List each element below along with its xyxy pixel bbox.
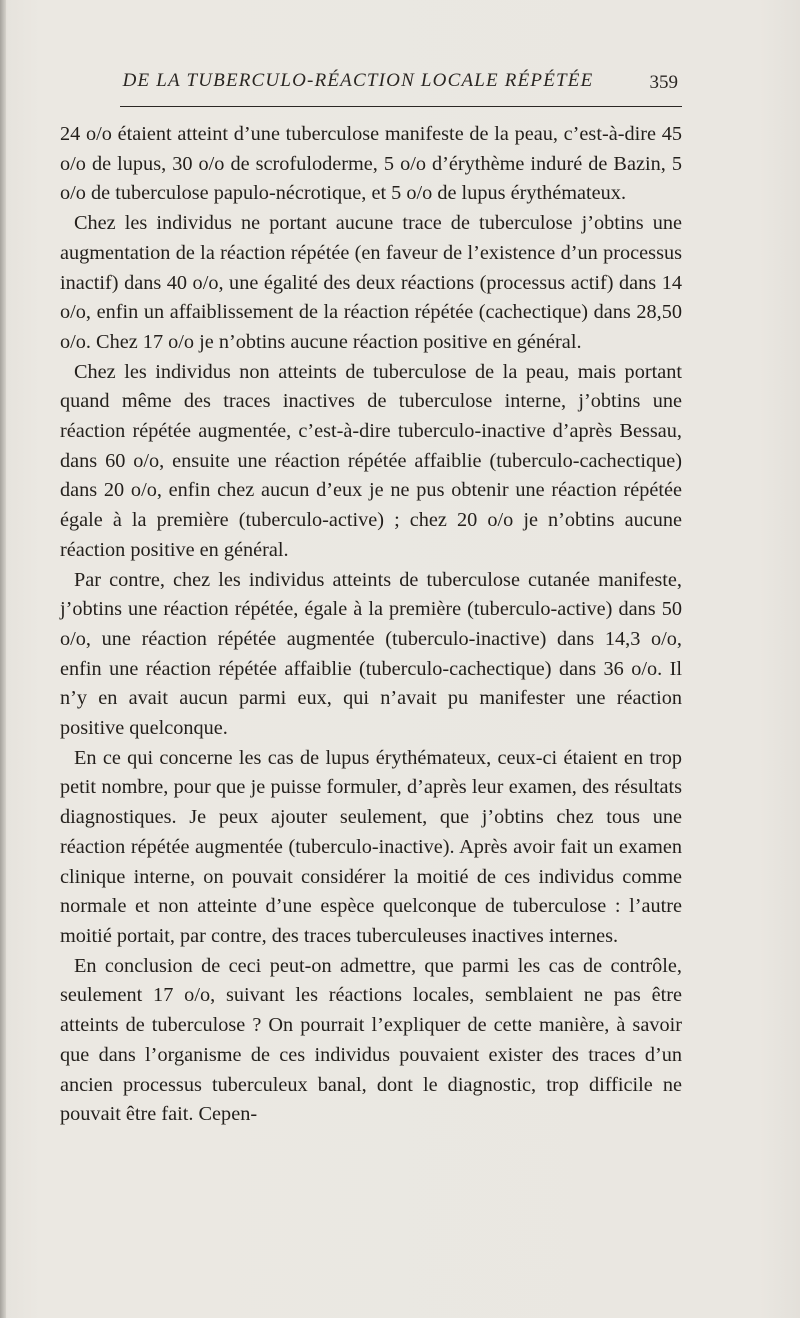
paragraph-2: Chez les individus ne portant aucune trace de tuberculose j’obtins une augmentation de la réaction répétée (en faveur de l’existence d’un processus inactif) dans 40 o/o, une égalité des deux réactions (processus actif) dans 14 o/o, enfin un affaiblissement de la réaction répétée (cachectique) dans 28,50 o/o. Chez 17 o/o je n’obtins aucune réaction positive en général.	[60, 212, 682, 353]
running-title: DE LA TUBERCULO-RÉACTION LOCALE RÉPÉTÉE	[122, 70, 594, 91]
paragraph-6: En conclusion de ceci peut-on admettre, que parmi les cas de contrôle, seulement 17 o/o, suivant les réactions locales, semblaient ne pas être atteints de tuberculose ? On pourrait l’expliquer de cette manière, à savoir que dans l’organisme de ces individus pouvaient exister des traces d’un ancien processus tuberculeux banal, dont le diagnostic, trop difficile ne pouvait être fait. Cepen-	[60, 954, 682, 1126]
running-header	[118, 70, 678, 100]
page-number: 359	[649, 72, 678, 93]
page-binding-edge	[0, 0, 6, 1318]
paragraph-5: En ce qui concerne les cas de lupus érythémateux, ceux-ci étaient en trop petit nombre, pour que je puisse formuler, d’après leur examen, des résultats diagnostiques. Je peux ajouter seulement, que j’obtins chez tous une réaction répétée augmentée (tuberculo-inactive). Après avoir fait un examen clinique interne, on pouvait considérer la moitié de ces individus comme normale et non atteinte d’une espèce quelconque de tuberculose : l’autre moitié portait, par contre, des traces tuberculeuses inactives internes.	[60, 746, 682, 947]
header-rule	[120, 106, 682, 107]
paragraph-4: Par contre, chez les individus atteints de tuberculose cutanée manifeste, j’obtins une réaction répétée, égale à la première (tuberculo-active) dans 50 o/o, une réaction répétée augmentée (tuberculo-inactive) dans 14,3 o/o, enfin une réaction répétée affaiblie (tuberculo-cachectique) dans 36 o/o. Il n’y en avait aucun parmi eux, qui n’avait pu manifester une réaction positive quelconque.	[60, 568, 682, 740]
paragraph-1: 24 o/o étaient atteint d’une tuberculose manifeste de la peau, c’est-à-dire 45 o/o de lupus, 30 o/o de scrofuloderme, 5 o/o d’érythème induré de Bazin, 5 o/o de tuberculose papulo-nécrotique, et 5 o/o de lupus érythémateux.	[60, 123, 682, 205]
body-text	[60, 120, 682, 1130]
paragraph-3: Chez les individus non atteints de tuberculose de la peau, mais portant quand même des traces inactives de tuberculose interne, j’obtins une réaction répétée augmentée, c’est-à-dire tuberculo-inactive d’après Bessau, dans 60 o/o, ensuite une réaction répétée affaiblie (tuberculo-cachectique) dans 20 o/o, enfin chez aucun d’eux je ne pus obtenir une réaction répétée égale à la première (tuberculo-active) ; chez 20 o/o je n’obtins aucune réaction positive en général.	[60, 360, 682, 561]
